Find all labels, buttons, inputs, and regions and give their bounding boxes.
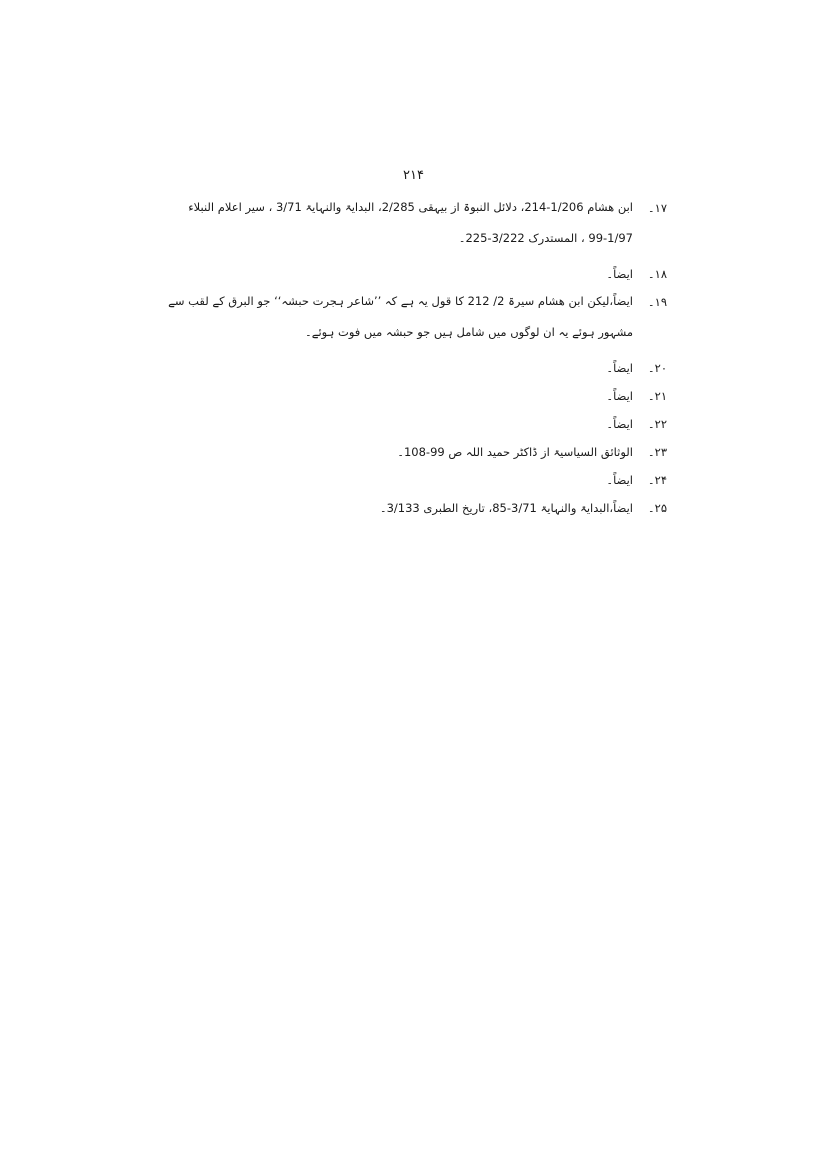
footnote-text: ایضاً۔	[606, 267, 633, 281]
footnote-number: ۱۸۔	[647, 267, 667, 281]
footnote-number: ۱۹۔	[647, 295, 667, 309]
footnote-18	[157, 266, 667, 282]
footnote-22	[157, 416, 667, 432]
footnote-21	[157, 388, 667, 404]
footnote-24	[157, 472, 667, 488]
footnote-number: ۲۰۔	[647, 361, 667, 375]
footnote-25	[157, 500, 667, 516]
page-number: ۲۱۴	[403, 168, 424, 183]
footnote-text: ایضاً،لیکن ابن ھشام سیرۃ 2/ 212 کا قول یہ ہے کہ ’’شاعر ہجرت حبشہ‘‘ جو البرق کے لقب سے مشہور ہوئے یہ ان لوگوں میں شامل ہیں جو حبشہ میں فوت ہوئے۔	[168, 294, 633, 339]
footnote-number: ۲۵۔	[647, 501, 667, 515]
footnotes-list	[157, 200, 667, 528]
footnote-text: الوثائق السیاسیۃ از ڈاکٹر حمید اللہ ص 99-108۔	[397, 445, 633, 459]
footnote-text: ایضاً۔	[606, 417, 633, 431]
footnote-number: ۲۳۔	[647, 445, 667, 459]
footnote-number: ۲۴۔	[647, 473, 667, 487]
footnote-text: ایضاً۔	[606, 361, 633, 375]
footnote-number: ۲۱۔	[647, 389, 667, 403]
footnote-text: ابن ھشام 1/206-214، دلائل النبوۃ از بیہقی 2/285، البدایۃ والنہایۃ 3/71 ، سیر اعلام النبلاء 1/97-99 ، المستدرک 3/222-225۔	[188, 200, 633, 245]
footnote-number: ۲۲۔	[647, 417, 667, 431]
footnote-text: ایضاً۔	[606, 473, 633, 487]
footnote-19	[157, 294, 667, 348]
footnote-text: ایضاً۔	[606, 389, 633, 403]
footnote-20	[157, 360, 667, 376]
footnote-text: ایضاً،البدایۃ والنہایۃ 3/71-85، تاریخ الطبری 3/133۔	[379, 501, 633, 515]
footnote-number: ۱۷۔	[647, 201, 667, 215]
footnote-17	[157, 200, 667, 254]
footnote-23	[157, 444, 667, 460]
